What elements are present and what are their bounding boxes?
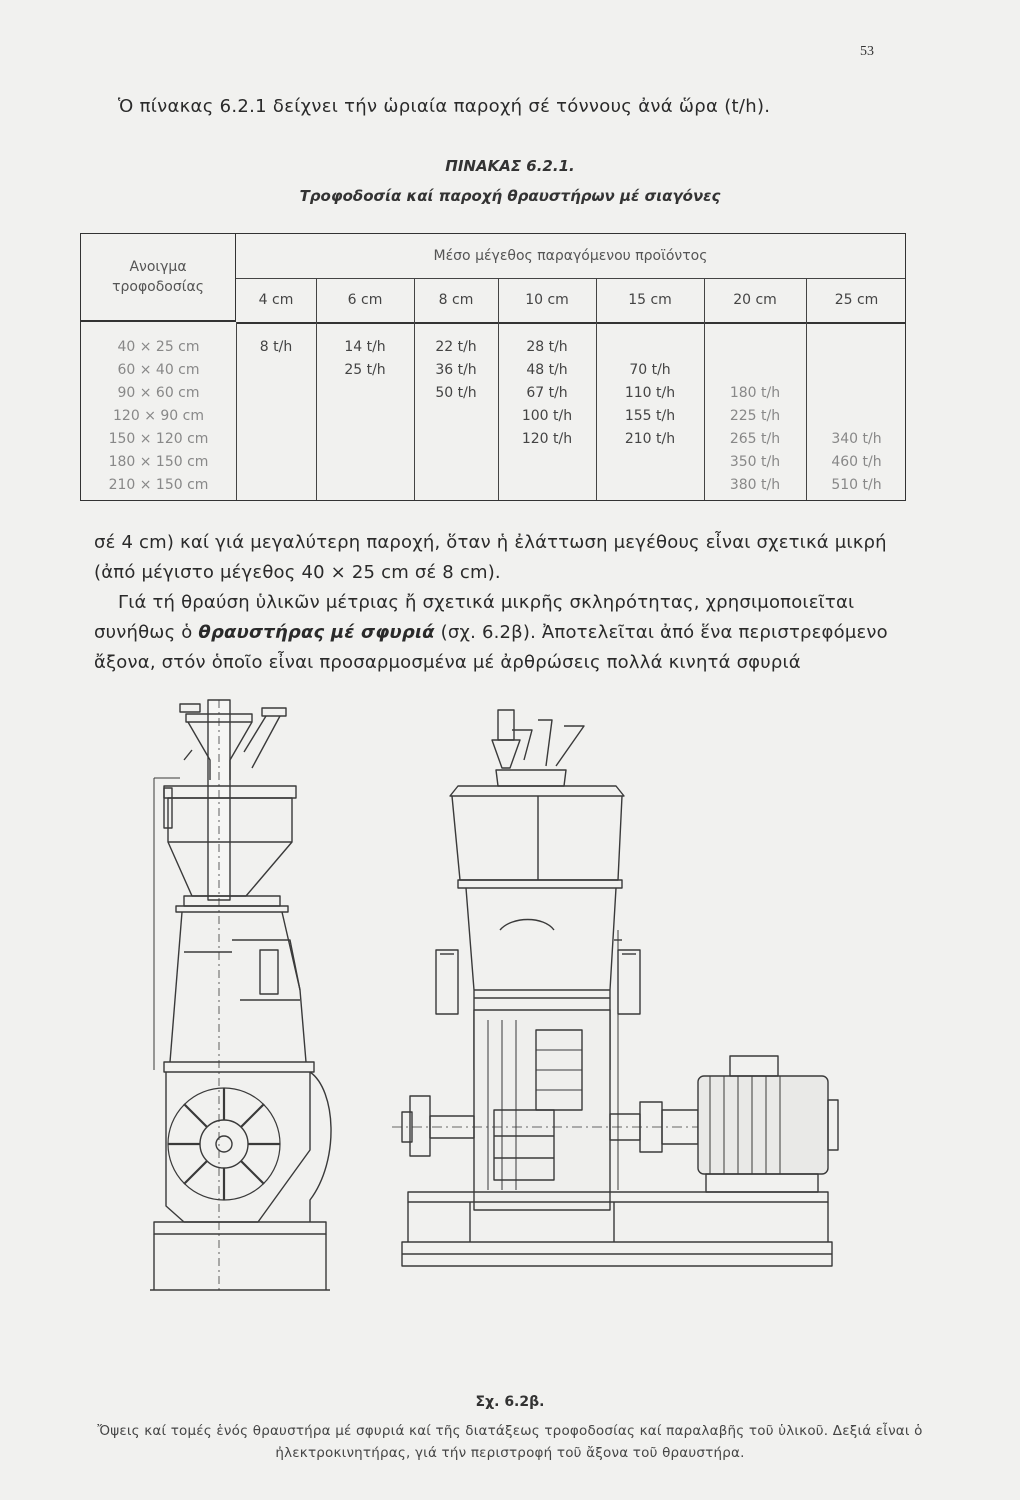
jaw-crusher-table (80, 233, 906, 501)
capacity-cell: 510 t/h (831, 477, 882, 493)
capacity-cell (498, 451, 596, 474)
paragraph-text: (σχ. 6.2β). Ἀποτελεῖται ἀπό ἕνα περιστρεφόμενο ἄξονα, στόν ὁποῖο εἶναι προσαρμοσμένα μέ ἀρθρώσεις πολλά κινητά σφυριά (94, 622, 888, 673)
paragraph-text: Γιά τή θραύση ὑλικῶν μέτριας ἤ σχετικά μικρῆς σκληρότητας, χρησιμοποιεῖται συνήθως ὁ (94, 592, 855, 643)
crusher-side-view (392, 710, 838, 1266)
column-6cm (316, 322, 414, 500)
capacity-cell: 50 t/h (435, 385, 477, 401)
capacity-cell (414, 405, 498, 428)
capacity-cell (236, 428, 316, 451)
capacity-cell (596, 336, 704, 359)
capacity-cell (704, 359, 806, 382)
capacity-cell: 100 t/h (521, 408, 573, 424)
capacity-cell (236, 474, 316, 497)
opening-cell: 120 × 90 cm (113, 408, 204, 424)
capacity-cell (236, 359, 316, 382)
feed-opening-header-line2: τροφοδοσίας (112, 279, 204, 295)
intro-sentence: Ὁ πίνακας 6.2.1 δείχνει τήν ὡριαία παροχή σέ τόννους ἀνά ὥρα (t/h). (118, 96, 771, 117)
capacity-cell (236, 451, 316, 474)
capacity-cell (316, 405, 414, 428)
capacity-cell: 225 t/h (729, 408, 781, 424)
capacity-cell: 210 t/h (624, 431, 676, 447)
capacity-cell: 460 t/h (831, 454, 882, 470)
capacity-cell: 67 t/h (526, 385, 568, 401)
figure-label: Σχ. 6.2β. (475, 1394, 545, 1410)
capacity-cell (806, 336, 907, 359)
column-20cm (704, 322, 806, 500)
opening-cell: 60 × 40 cm (117, 362, 200, 378)
column-8cm (414, 322, 498, 500)
capacity-cell: 340 t/h (831, 431, 882, 447)
paragraph-hammer-crusher (94, 588, 910, 678)
capacity-cell: 8 t/h (259, 339, 293, 355)
opening-cell: 90 × 60 cm (117, 385, 200, 401)
capacity-cell (596, 451, 704, 474)
body-text (94, 528, 910, 678)
capacity-cell: 70 t/h (629, 362, 671, 378)
capacity-cell: 155 t/h (624, 408, 676, 424)
capacity-cell (236, 382, 316, 405)
capacity-cell: 14 t/h (344, 339, 386, 355)
capacity-cell (236, 405, 316, 428)
capacity-cell (498, 474, 596, 497)
paragraph-continuation: σέ 4 cm) καί γιά μεγαλύτερη παροχή, ὅταν ἡ ἐλάττωση μεγέθους εἶναι σχετικά μικρή (ἀπό μέγιστο μέγεθος 40 × 25 cm σέ 8 cm). (94, 532, 887, 583)
opening-column (81, 322, 236, 500)
capacity-cell (316, 451, 414, 474)
opening-cell: 210 × 150 cm (108, 477, 209, 493)
capacity-cell: 350 t/h (729, 454, 781, 470)
opening-cell: 150 × 120 cm (108, 431, 209, 447)
column-header: 10 cm (525, 292, 569, 308)
figure-caption: Ὄψεις καί τομές ἑνός θραυστήρα μέ σφυριά καί τῆς διατάξεως τροφοδοσίας καί παραλαβῆς τοῦ ὑλικοῦ. Δεξιά εἶναι ὁ ἠλεκτροκινητήρας, γιά τήν περιστροφή τοῦ ἄξονα τοῦ θραυστήρα. (97, 1423, 923, 1461)
column-header: 25 cm (834, 292, 879, 308)
column-25cm (806, 322, 907, 500)
column-header: 8 cm (438, 292, 474, 308)
capacity-cell (414, 428, 498, 451)
capacity-cell: 380 t/h (729, 477, 781, 493)
capacity-cell (414, 474, 498, 497)
product-size-group-header: Μέσο μέγεθος παραγόμενου προϊόντος (236, 234, 905, 279)
column-header: 4 cm (258, 292, 294, 308)
capacity-cell (806, 405, 907, 428)
opening-cell: 180 × 150 cm (108, 454, 209, 470)
column-header: 20 cm (733, 292, 777, 308)
table-title: ΠΙΝΑΚΑΣ 6.2.1. (445, 157, 575, 175)
column-10cm (498, 322, 596, 500)
capacity-cell: 180 t/h (729, 385, 781, 401)
capacity-cell: 120 t/h (521, 431, 573, 447)
feed-opening-header-line1: Ανοιγμα (129, 259, 187, 275)
capacity-cell (806, 382, 907, 405)
hammer-crusher-drawing (140, 690, 860, 1370)
table-subtitle: Τροφοδοσία καί παροχή θραυστήρων μέ σιαγόνες (299, 187, 721, 205)
capacity-cell: 25 t/h (344, 362, 386, 378)
page-number: 53 (860, 44, 874, 59)
feed-opening-header (81, 234, 236, 322)
column-header: 6 cm (347, 292, 383, 308)
hammer-crusher-term: θραυστήρας μέ σφυριά (198, 622, 435, 643)
capacity-cell: 28 t/h (526, 339, 568, 355)
capacity-cell (316, 382, 414, 405)
capacity-cell (316, 474, 414, 497)
product-size-column-headers (236, 278, 905, 324)
capacity-cell: 22 t/h (435, 339, 477, 355)
capacity-cell: 36 t/h (435, 362, 477, 378)
capacity-cell: 110 t/h (624, 385, 676, 401)
column-header: 15 cm (628, 292, 672, 308)
capacity-cell (414, 451, 498, 474)
opening-cell: 40 × 25 cm (117, 339, 200, 355)
capacity-cell (596, 474, 704, 497)
crusher-section-view (150, 700, 331, 1290)
capacity-cell: 48 t/h (526, 362, 568, 378)
column-4cm (236, 322, 316, 500)
capacity-cell (806, 359, 907, 382)
capacity-cell (704, 336, 806, 359)
column-15cm (596, 322, 704, 500)
capacity-cell (316, 428, 414, 451)
capacity-cell: 265 t/h (729, 431, 781, 447)
